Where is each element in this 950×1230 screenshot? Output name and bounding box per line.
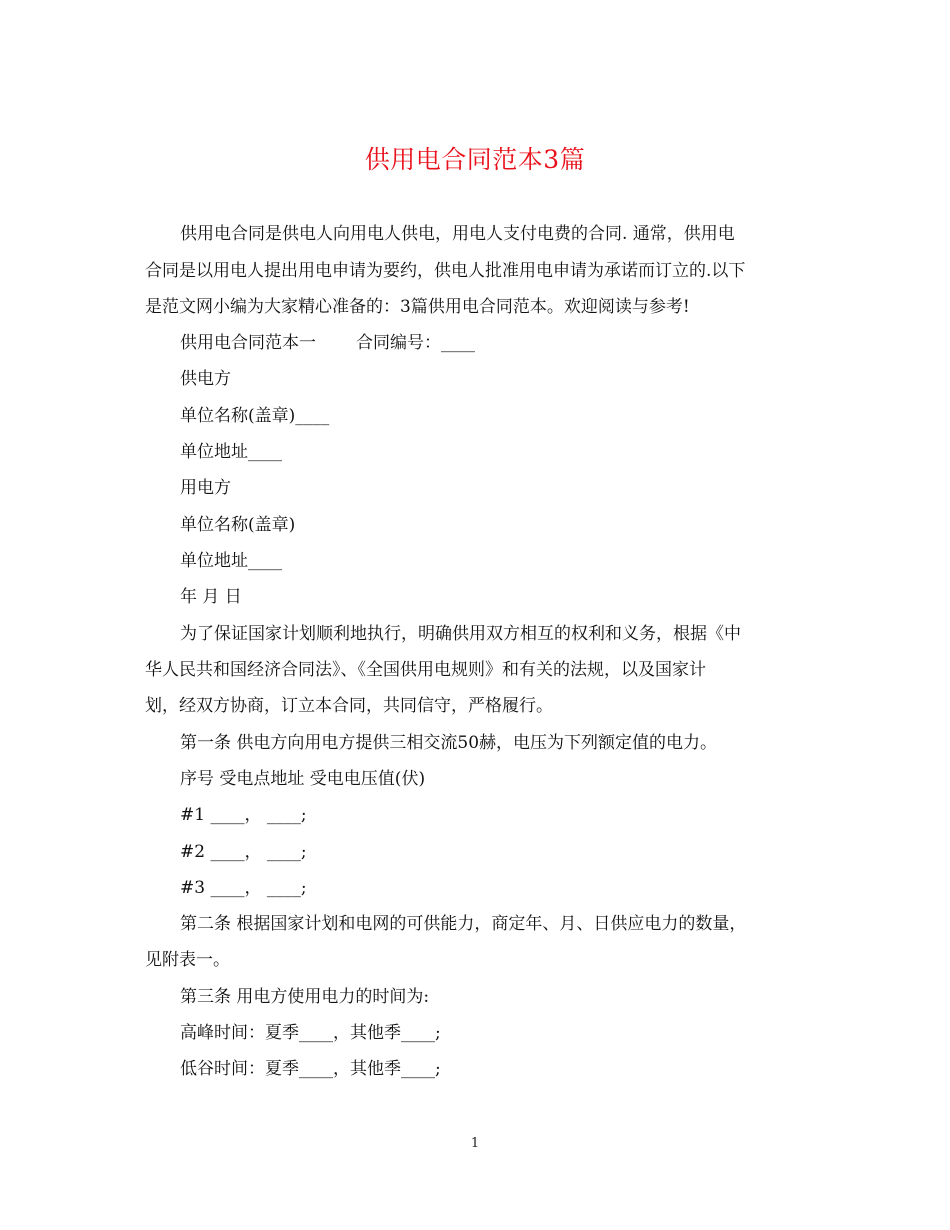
intro-line-1: 供用电合同是供电人向用电人供电，用电人支付电费的合同. 通常，供用电 [180,224,735,244]
article-1: 第一条 供电方向用电方提供三相交流50赫，电压为下列额定值的电力。 [180,733,718,753]
consumer-address: 单位地址____ [180,551,282,571]
document-title: 供用电合同范本3篇 [364,145,586,174]
page-number: 1 [470,1136,480,1151]
sample-one-heading: 供用电合同范本一 [180,333,316,353]
table-row: #1 ____， ____; [180,805,307,825]
article-2-line-2: 见附表一。 [145,950,230,970]
consumer-heading: 用电方 [180,478,231,498]
supplier-name: 单位名称(盖章)____ [180,406,330,426]
article-3: 第三条 用电方使用电力的时间为: [180,987,430,1007]
intro-line-3: 是范文网小编为大家精心准备的：3篇供用电合同范本。欢迎阅读与参考! [145,297,690,317]
contract-number: 合同编号：____ [356,333,475,353]
purpose-line-3: 划，经双方协商，订立本合同，共同信守，严格履行。 [145,696,553,716]
consumer-name: 单位名称(盖章) [180,515,296,535]
date-line: 年 月 日 [180,587,242,607]
table-row: #3 ____， ____; [180,878,307,898]
table-row: #2 ____， ____; [180,842,307,862]
supplier-heading: 供电方 [180,369,231,389]
supplier-address: 单位地址____ [180,442,282,462]
peak-time: 高峰时间：夏季____，其他季____; [180,1023,441,1043]
article-2-line-1: 第二条 根据国家计划和电网的可供能力，商定年、月、日供应电力的数量， [180,914,747,934]
sample-heading-line [180,331,475,355]
purpose-line-2: 华人民共和国经济合同法》、《全国供用电规则》和有关的法规，以及国家计 [145,660,706,680]
table-header: 序号 受电点地址 受电电压值(伏) [180,769,426,789]
valley-time: 低谷时间：夏季____，其他季____; [180,1059,441,1079]
intro-line-2: 合同是以用电人提出用电申请为要约，供电人批准用电申请为承诺而订立的.以下 [145,261,746,281]
purpose-line-1: 为了保证国家计划顺利地执行，明确供用双方相互的权利和义务，根据《中 [180,624,741,644]
